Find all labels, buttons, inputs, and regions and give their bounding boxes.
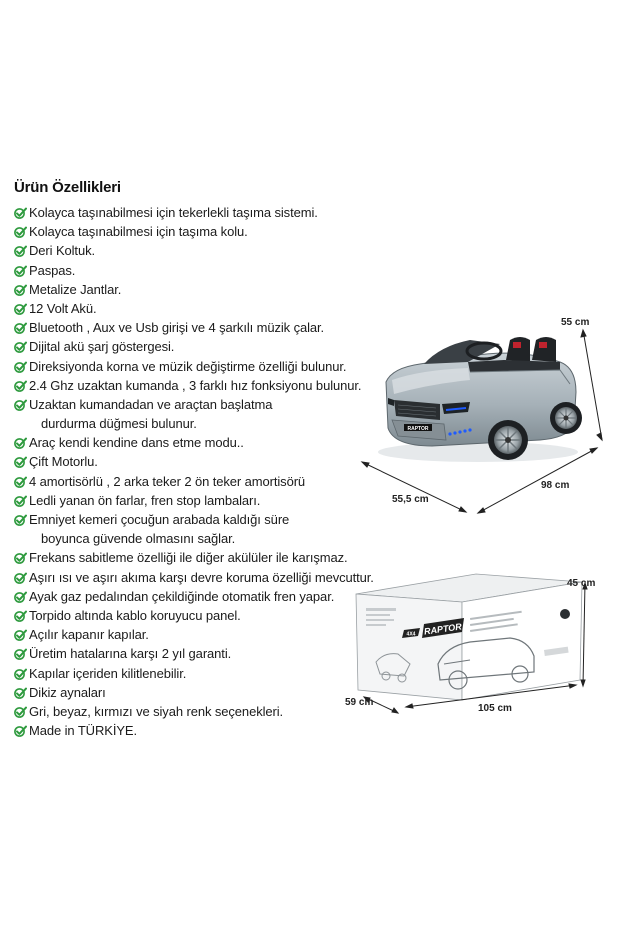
feature-text: Dijital akü şarj göstergesi.	[29, 339, 175, 355]
feature-text: Paspas.	[29, 262, 76, 278]
feature-text: Ledli yanan ön farlar, fren stop lambaları.	[29, 492, 261, 508]
box-badge: 4X4	[406, 631, 416, 638]
feature-text: Torpido altında kablo koruyucu panel.	[29, 607, 241, 623]
feature-text: 4 amortisörlü , 2 arka teker 2 ön teker amortisörü	[29, 473, 306, 489]
car-image	[378, 337, 582, 462]
feature-text: Kolayca taşınabilmesi için taşıma kolu.	[29, 224, 248, 240]
car-height-label: 55 cm	[561, 317, 590, 328]
feature-text: Deri Koltuk.	[29, 243, 95, 259]
feature-text: Dikiz aynaları	[29, 684, 106, 700]
car-plate: RAPTOR	[407, 426, 429, 432]
feature-text-continued: boyunca güvende olmasını sağlar.	[41, 531, 236, 547]
box-image	[356, 574, 582, 700]
box-length-label: 105 cm	[478, 703, 512, 714]
feature-text: Çift Motorlu.	[29, 454, 98, 470]
box-height-label: 45 cm	[567, 578, 596, 589]
feature-text: Ayak gaz pedalından çekildiğinde otomatik fren yapar.	[29, 588, 335, 604]
page-title: Ürün Özellikleri	[14, 179, 121, 196]
box-width-label: 59 cm	[345, 697, 374, 708]
feature-text: Açılır kapanır kapılar.	[29, 627, 149, 643]
feature-text: Gri, beyaz, kırmızı ve siyah renk seçenekleri.	[29, 703, 284, 719]
feature-text: Kapılar içeriden kilitlenebilir.	[29, 665, 187, 681]
feature-text: Araç kendi kendine dans etme modu..	[29, 435, 244, 451]
feature-text: Frekans sabitleme özelliği ile diğer akülüler ile karışmaz.	[29, 550, 348, 566]
feature-text: Aşırı ısı ve aşırı akıma karşı devre koruma özelliği mevcuttur.	[29, 569, 374, 585]
car-length-label: 98 cm	[541, 480, 570, 491]
feature-text: Metalize Jantlar.	[29, 281, 122, 297]
feature-text: Uzaktan kumandadan ve araçtan başlatma	[29, 396, 273, 412]
car-width-label: 55,5 cm	[392, 494, 429, 505]
feature-text: Kolayca taşınabilmesi için tekerlekli taşıma sistemi.	[29, 205, 318, 220]
feature-text: Emniyet kemeri çocuğun arabada kaldığı süre	[29, 512, 290, 528]
feature-text: Bluetooth , Aux ve Usb girişi ve 4 şarkılı müzik çalar.	[29, 320, 325, 336]
feature-text: Direksiyonda korna ve müzik değiştirme özelliği bulunur.	[29, 358, 347, 374]
feature-text: Üretim hatalarına karşı 2 yıl garanti.	[29, 646, 232, 662]
box-brand: RAPTOR	[423, 621, 463, 637]
feature-text: 2.4 Ghz uzaktan kumanda , 3 farklı hız fonksiyonu bulunur.	[29, 377, 362, 393]
feature-text-continued: durdurma düğmesi bulunur.	[41, 416, 197, 432]
feature-text: 12 Volt Akü.	[29, 300, 97, 316]
feature-text: Made in TÜRKİYE.	[29, 723, 137, 739]
